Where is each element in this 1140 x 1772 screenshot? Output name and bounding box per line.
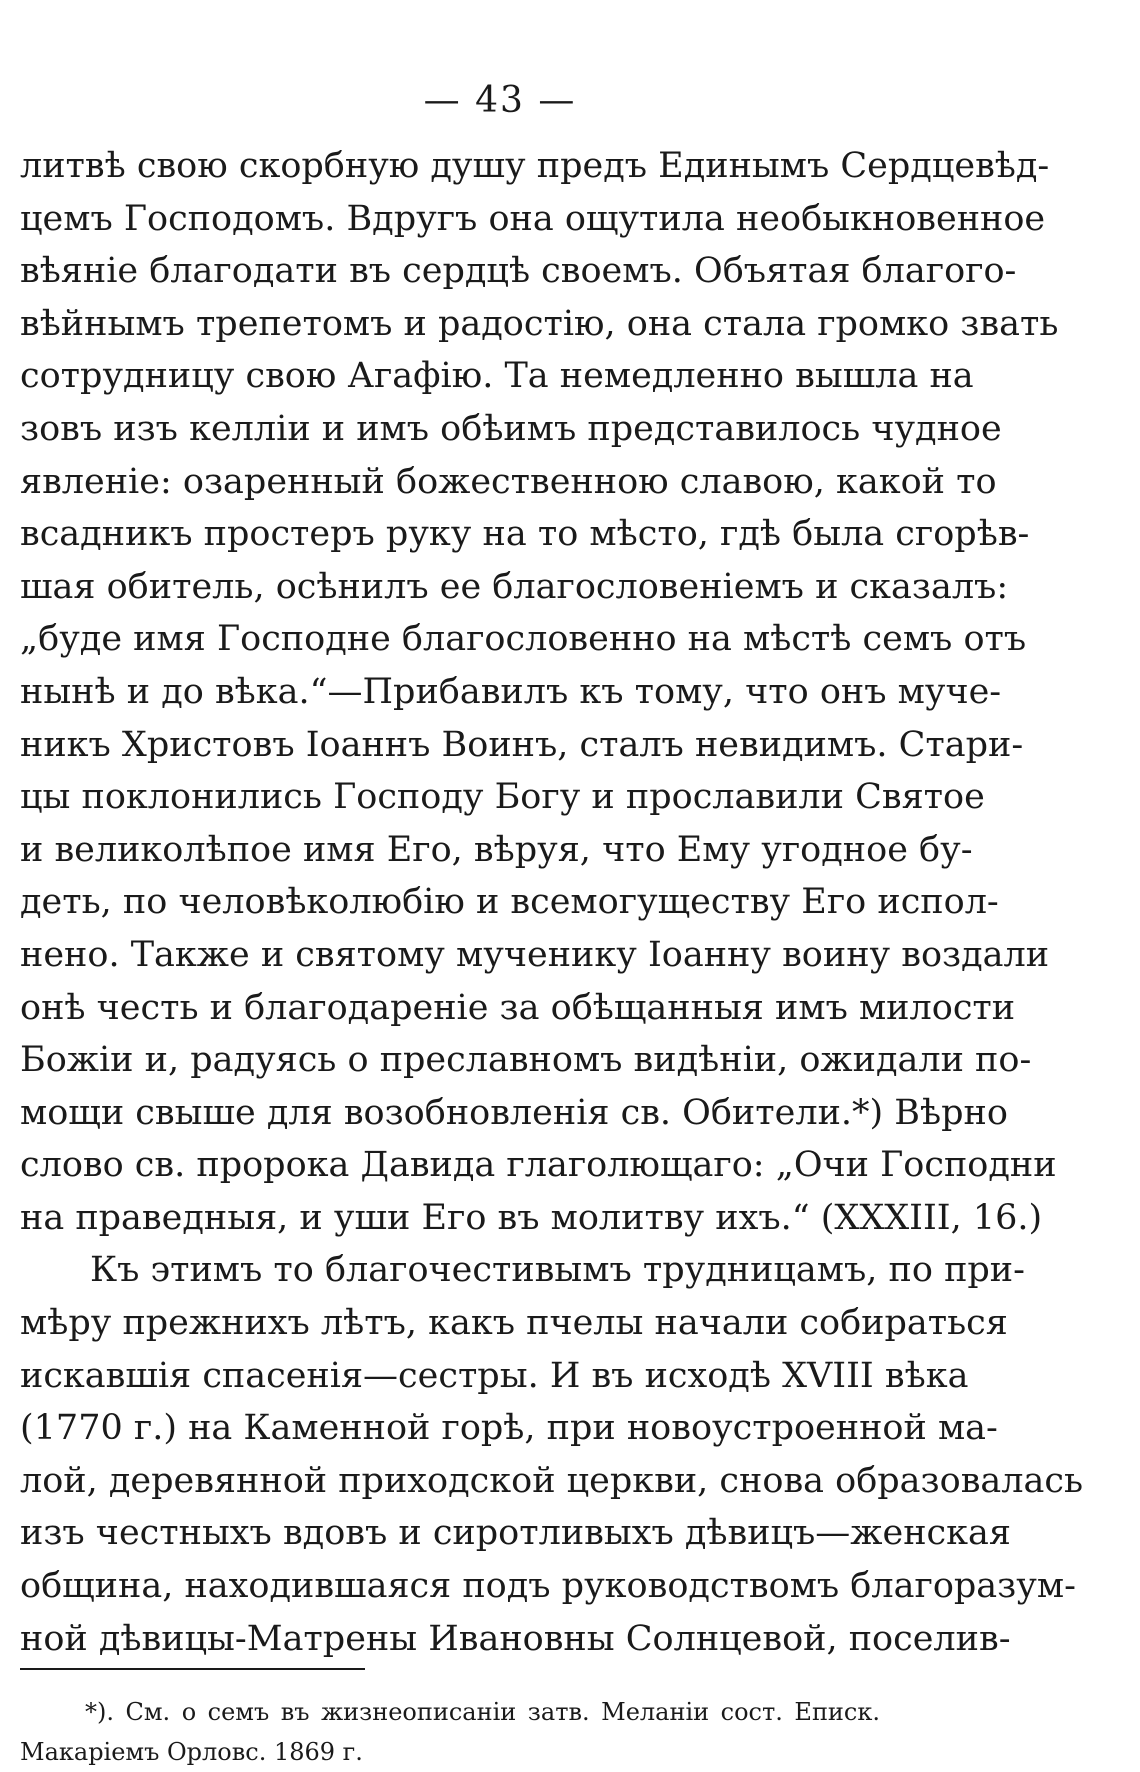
text-line: и великолѣпое имя Его, вѣруя, что Ему угодное бу- [20, 829, 973, 870]
text-line: литвѣ свою скорбную душу предъ Единымъ Сердцевѣд- [20, 146, 1050, 186]
text-line: цы поклонились Господу Богу и прославили Святое [20, 777, 985, 818]
text-line: вѣйнымъ трепетомъ и радостію, она стала громко звать [20, 303, 1059, 344]
page-number: — 43 — [423, 80, 577, 121]
text-line: на праведныя, и уши Его въ молитву ихъ.“ (XXXIII, 16.) [20, 1197, 1043, 1238]
text-line: (1770 г.) на Каменной горѣ, при новоустроенной ма- [20, 1408, 998, 1449]
text-line: изъ честныхъ вдовъ и сиротливыхъ дѣвицъ—женская [20, 1513, 1011, 1554]
text-line: онѣ честь и благодареніе за обѣщанныя имъ милости [20, 987, 1016, 1028]
footnote-line: *). См. о семъ въ жизнеописаніи затв. Меланіи сост. Еписк. [85, 1698, 880, 1726]
text-line: община, находившаяся подъ руководствомъ благоразум- [20, 1566, 1076, 1607]
text-line: Божіи и, радуясь о преславномъ видѣніи, ожидали по- [20, 1040, 1032, 1081]
text-line: явленіе: озаренный божественною славою, какой то [20, 461, 997, 502]
text-line: деть, по человѣколюбію и всемогуществу Его испол- [20, 882, 999, 923]
text-line: лой, деревянной приходской церкви, снова образовалась [20, 1460, 1084, 1501]
footnote [20, 1692, 880, 1772]
text-line: всадникъ простеръ руку на то мѣсто, гдѣ была сгорѣв- [20, 514, 1030, 555]
text-line: слово св. пророка Давида глаголющаго: „Очи Господни [20, 1145, 1057, 1186]
text-line: „буде имя Господне благословенно на мѣстѣ семъ отъ [20, 619, 1027, 660]
footnote-divider [20, 1668, 365, 1670]
text-line: шая обитель, осѣнилъ ее благословеніемъ и сказалъ: [20, 566, 1009, 607]
text-line: мѣру прежнихъ лѣтъ, какъ пчелы начали собираться [20, 1303, 1008, 1344]
text-line: ной дѣвицы-Матрены Ивановны Солнцевой, поселив- [20, 1618, 1011, 1659]
paragraph-start-line: Къ этимъ то благочестивымъ трудницамъ, по при- [90, 1250, 1025, 1291]
text-line: зовъ изъ келліи и имъ обѣимъ представилось чудное [20, 408, 1002, 449]
text-line: нено. Также и святому мученику Іоанну воину воздали [20, 934, 1050, 975]
text-line: мощи свыше для возобновленія св. Обители.*) Вѣрно [20, 1092, 1008, 1133]
text-line: никъ Христовъ Іоаннъ Воинъ, сталъ невидимъ. Стари- [20, 724, 1024, 765]
footnote-line: Макаріемъ Орловс. 1869 г. [20, 1738, 363, 1766]
text-line: цемъ Господомъ. Вдругъ она ощутила необыкновенное [20, 198, 1046, 239]
text-line: искавшія спасенія—сестры. И въ исходѣ XVIII вѣка [20, 1355, 969, 1396]
text-line: нынѣ и до вѣка.“—Прибавилъ къ тому, что онъ муче- [20, 671, 1002, 712]
text-line: вѣяніе благодати въ сердцѣ своемъ. Объятая благого- [20, 251, 1017, 292]
body-text [20, 140, 1084, 1665]
text-line: сотрудницу свою Агафію. Та немедленно вышла на [20, 356, 974, 397]
